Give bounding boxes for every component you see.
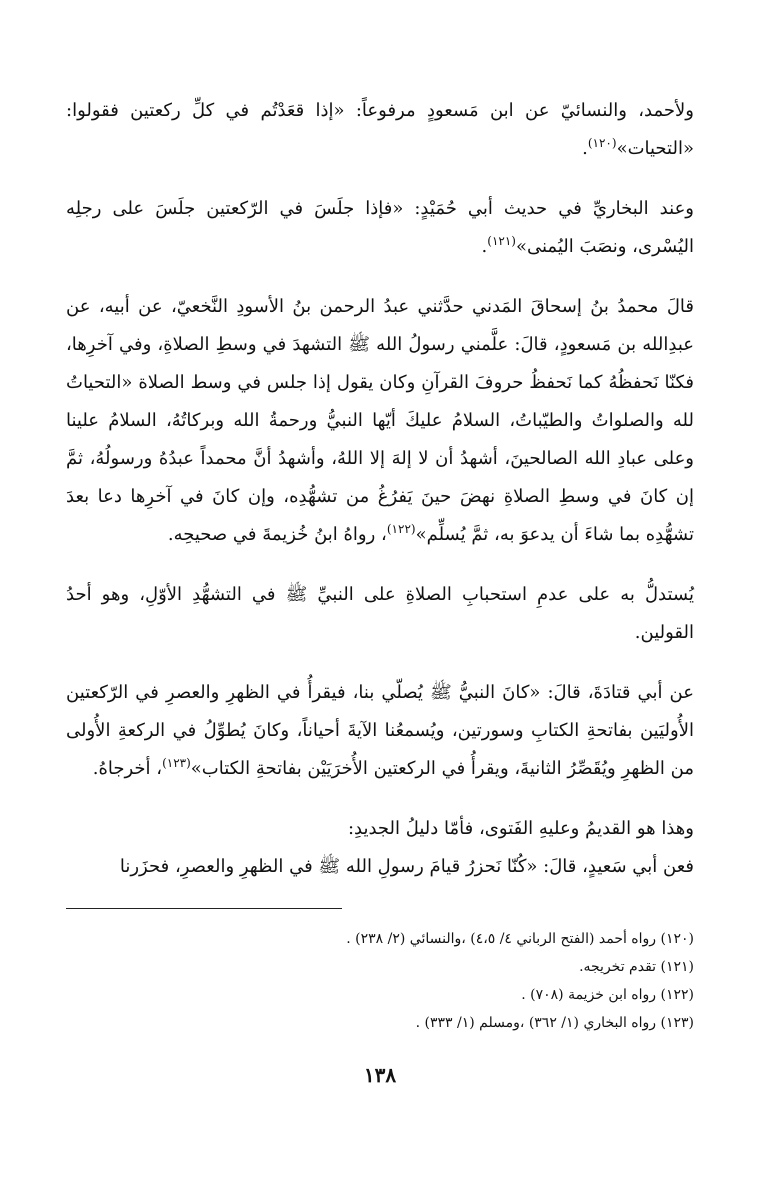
- text-run: ، رواهُ ابنُ خُزيمةَ في صحيحِه.: [167, 524, 387, 545]
- text-run: عن أبي قتادَةَ، قالَ: «كانَ النبيُّ ﷺ يُصلّي بنا، فيقرأُ في الظهرِ والعصرِ في الرّكعتين الأُوليَين بفاتحةِ الكتابِ وسورتين، ويُسمعُنا الآيةَ أحياناً، وكانَ يُطوِّلُ في الركعةِ الأُولى من الظهرِ ويُقَصِّرُ الثانيةَ، ويقرأُ في الركعتين الأُخرَيَيْن بفاتحةِ الكتاب»: [66, 682, 694, 779]
- text-run: فعن أبي سَعيدٍ، قالَ: «كُنّا نَحزرُ قيامَ رسولِ الله ﷺ في الظهرِ والعصرِ، فحزَرنا: [119, 856, 694, 877]
- footnote-ref-122: (١٢٢): [386, 522, 416, 536]
- paragraph-6: [66, 810, 694, 848]
- main-text: [66, 92, 694, 886]
- text-run: وهذا هو القديمُ وعليهِ الفَتوى، فأمّا دليلُ الجديدِ:: [347, 818, 694, 839]
- footnote-ref-123: (١٢٣): [162, 756, 191, 770]
- paragraph-2: [66, 190, 694, 266]
- text-run: .: [481, 236, 488, 257]
- footnotes: [66, 925, 694, 1037]
- footnote-divider: [66, 908, 342, 909]
- footnote-120: (١٢٠) رواه أحمد (الفتح الرباني ٤/ ٤،٥) ،والنسائي (٢/ ٢٣٨) .: [346, 931, 694, 947]
- footnote-ref-121: (١٢١): [487, 234, 516, 248]
- footnote-ref-120: (١٢٠): [587, 136, 617, 150]
- footnote-121: (١٢١) تقدم تخريجه.: [579, 959, 694, 975]
- paragraph-7: [66, 848, 694, 886]
- paragraph-3: [66, 288, 694, 554]
- paragraph-4: [66, 576, 694, 652]
- text-run: ، أخرجاهُ.: [92, 758, 163, 779]
- text-run: وعند البخاريِّ في حديث أبي حُمَيْدٍ: «فإذا جلَسَ في الرّكعتين جلَسَ على رجلِه اليُسْرى، ونصَبَ اليُمنى»: [66, 198, 694, 257]
- text-run: يُستدلُّ به على عدمِ استحبابِ الصلاةِ على النبيِّ ﷺ في التشهُّدِ الأوّلِ، وهو أحدُ القولين.: [66, 584, 694, 643]
- footnote-123: (١٢٣) رواه البخاري (١/ ٣٦٢) ،ومسلم (١/ ٣٣٣) .: [415, 1015, 694, 1031]
- text-run: قالَ محمدُ بنُ إسحاقَ المَدني حدَّثني عبدُ الرحمن بنُ الأسودِ النَّخعيّ، عن أبيه، عن عبدِالله بن مَسعودٍ، قالَ: علَّمني رسولُ الله ﷺ التشهدَ في وسطِ الصلاةِ، وفي آخرِها، فكنّا نَحفظُهُ كما نَحفظُ حروفَ القرآنِ وكان يقول إذا جلس في وسط الصلاة «التحياتُ لله والصلواتُ والطيّباتُ، السلامُ عليكَ أيّها النبيُّ ورحمةُ الله وبركاتُهُ، السلامُ علينا وعلى عبادِ الله الصالحينَ، أشهدُ أن لا إلهَ إلا اللهُ، وأشهدُ أنَّ محمداً عبدُهُ ورسولُهُ، ثمَّ إن كانَ في وسطِ الصلاةِ نهضَ حينَ يَفرُغُ من تشهُّدِه، وإن كانَ في آخرِها دعا بعدَ تشهُّدِه بما شاءَ أن يدعوَ به، ثمَّ يُسلِّم»: [66, 296, 694, 545]
- text-run: .: [582, 138, 588, 159]
- paragraph-1: [66, 92, 694, 168]
- text-run: ولأحمد، والنسائيّ عن ابن مَسعودٍ مرفوعاً: «إذا قعَدْتُم في كلِّ ركعتين فقولوا: «التحيات»: [66, 100, 694, 159]
- page-number: ١٣٨: [363, 1063, 397, 1087]
- paragraph-5: [66, 674, 694, 788]
- footnote-122: (١٢٢) رواه ابن خزيمة (٧٠٨) .: [521, 987, 694, 1003]
